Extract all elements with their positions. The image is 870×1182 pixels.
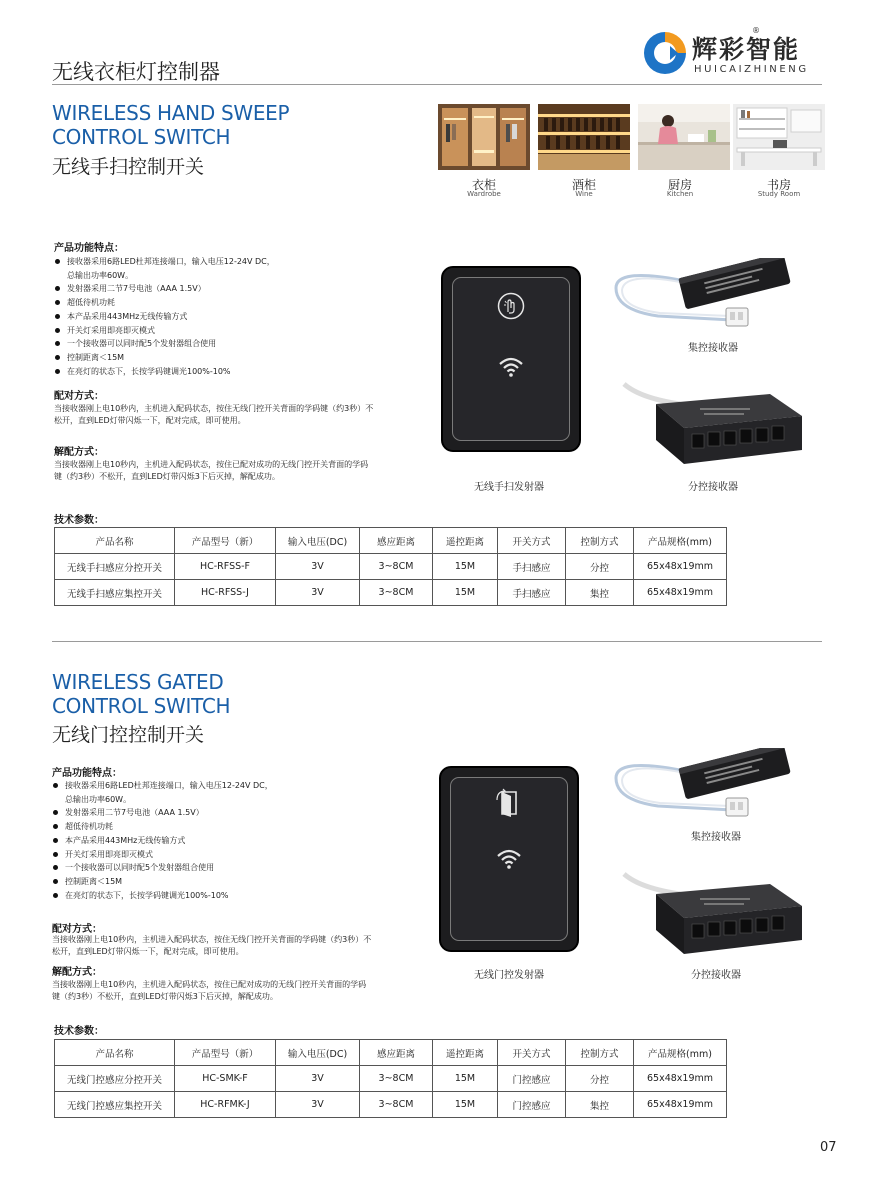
table-cell: 手扫感应 [498,554,566,580]
table-cell: 无线门控感应集控开关 [55,1092,175,1118]
table-header-row [55,1040,727,1066]
table-cell: 门控感应 [498,1066,566,1092]
table-cell: 65x48x19mm [634,554,727,580]
logo-english-name: HUICAIZHINENG [694,64,809,75]
logo-chinese-name: 辉彩智能 [692,35,801,64]
table-header-cell: 输入电压(DC) [276,1040,360,1066]
table-header-cell: 遥控距离 [433,1040,498,1066]
section1-features-heading: 产品功能特点： [54,243,124,254]
list-item: 总输出功率60W。 [65,794,132,804]
table-cell: 65x48x19mm [634,580,727,606]
table-cell: 手扫感应 [498,580,566,606]
table-cell: 门控感应 [498,1092,566,1118]
table-cell: 集控 [566,580,634,606]
application-label-wine-en: Wine [575,190,593,198]
table-cell: 分控 [566,1066,634,1092]
kitchen-photo [638,104,730,170]
section2-central-receiver-caption: 集控接收器 [691,832,741,843]
list-item: 控制距离＜15M [54,351,324,365]
registered-mark: ® [752,26,760,35]
section1-title-en-line1: WIRELESS HAND SWEEP [52,101,290,125]
table-header-cell: 控制方式 [566,1040,634,1066]
list-item: 发射器采用二节7号电池（AAA 1.5V） [52,806,322,820]
table-header-cell: 产品型号（新） [175,528,276,554]
table-cell: 3~8CM [360,1092,433,1118]
table-cell: HC-RFSS-J [175,580,276,606]
list-item: 本产品采用443MHz无线传输方式 [54,310,324,324]
table-cell: 65x48x19mm [634,1092,727,1118]
wifi-signal-icon [497,356,525,378]
section2-features-heading: 产品功能特点： [52,768,122,779]
section1-spec-table [54,527,727,606]
table-cell: 无线手扫感应分控开关 [55,554,175,580]
table-cell: 3~8CM [360,554,433,580]
list-item: 接收器采用6路LED杜邦连接端口，输入电压12-24V DC， [52,779,322,793]
logo-mark-icon [640,28,690,78]
application-label-kitchen-en: Kitchen [666,190,694,198]
list-item: 在亮灯的状态下，长按学码键调光100%-10% [54,365,324,379]
table-header-cell: 产品型号（新） [175,1040,276,1066]
table-header-cell: 产品规格(mm) [634,528,727,554]
application-label-kitchen: 厨房 [667,178,692,192]
table-header-cell: 输入电压(DC) [276,528,360,554]
list-item: 一个接收器可以同时配5个发射器组合使用 [52,861,322,875]
table-cell: 3~8CM [360,580,433,606]
table-cell: 无线门控感应分控开关 [55,1066,175,1092]
section1-split-receiver-caption: 分控接收器 [688,482,738,493]
list-item: 超低待机功耗 [54,296,324,310]
table-header-cell: 遥控距离 [433,528,498,554]
split-receiver-image [620,866,810,960]
section2-features-list [52,779,322,902]
study-room-photo [733,104,825,170]
table-cell: 集控 [566,1092,634,1118]
table-row [55,1066,727,1092]
table-header-cell: 控制方式 [566,528,634,554]
table-header-cell: 感应距离 [360,1040,433,1066]
table-row [55,1092,727,1118]
table-header-cell: 感应距离 [360,528,433,554]
list-item: 开关灯采用即亮即灭模式 [52,848,322,862]
section1-title-cn: 无线手扫控制开关 [52,156,205,178]
section2-title-cn: 无线门控控制开关 [52,724,205,746]
section1-central-receiver-caption: 集控接收器 [688,343,738,354]
list-item: 发射器采用二节7号电池（AAA 1.5V） [54,282,324,296]
wifi-signal-icon [495,848,523,870]
table-row [55,554,727,580]
application-label-study-en: Study Room [757,190,801,198]
list-item: 接收器采用6路LED杜邦连接端口，输入电压12-24V DC， [54,255,324,269]
table-cell: 65x48x19mm [634,1066,727,1092]
section1-unpair-text: 当接收器刚上电10秒内，主机进入配码状态，按住已配对成功的无线门控开关背面的学码键（约3秒）不松开，直到LED灯带闪烁3下后灭掉，解配成功。 [54,460,369,481]
list-item: 控制距离＜15M [52,875,322,889]
table-header-cell: 产品名称 [55,528,175,554]
section2-title-en-line1: WIRELESS GATED [52,670,224,694]
table-cell: 3~8CM [360,1066,433,1092]
section2-unpair-heading: 解配方式： [52,967,102,978]
table-cell: 3V [276,580,360,606]
page-title: 无线衣柜灯控制器 [52,60,220,84]
section1-features-list [54,255,324,378]
door-icon [495,788,523,818]
table-cell: HC-SMK-F [175,1066,276,1092]
split-receiver-image [620,376,810,470]
table-cell: 3V [276,554,360,580]
gated-transmitter-image [439,766,579,952]
section2-pair-heading: 配对方式： [52,924,102,935]
section2-spec-heading: 技术参数： [54,1026,104,1037]
table-cell: 3V [276,1066,360,1092]
section2-pair-text: 当接收器刚上电10秒内，主机进入配码状态，按住无线门控开关背面的学码键（约3秒）不松开，直到LED灯带闪烁一下，配对完成，即可使用。 [52,935,372,956]
table-cell: 15M [433,580,498,606]
page-number: 07 [820,1140,837,1155]
section1-unpair-heading: 解配方式： [54,447,104,458]
application-label-wardrobe: 衣柜 [471,178,496,192]
table-header-cell: 开关方式 [498,1040,566,1066]
section2-split-receiver-caption: 分控接收器 [691,970,741,981]
table-cell: 15M [433,1066,498,1092]
table-header-row [55,528,727,554]
section-divider [52,641,822,642]
brand-logo [640,28,830,80]
wardrobe-photo [438,104,530,170]
table-header-cell: 开关方式 [498,528,566,554]
section1-transmitter-caption: 无线手扫发射器 [474,482,544,493]
table-cell: 15M [433,1092,498,1118]
application-label-wardrobe-en: Wardrobe [467,190,501,198]
list-item: 一个接收器可以同时配5个发射器组合使用 [54,337,324,351]
central-receiver-image [608,258,808,338]
section2-spec-table [54,1039,727,1118]
hand-sweep-icon [497,292,525,320]
table-cell: 无线手扫感应集控开关 [55,580,175,606]
table-cell: 分控 [566,554,634,580]
section1-spec-heading: 技术参数： [54,515,104,526]
section1-pair-heading: 配对方式： [54,391,104,402]
wine-cabinet-photo [538,104,630,170]
list-item: 开关灯采用即亮即灭模式 [54,324,324,338]
application-label-wine: 酒柜 [571,178,596,192]
list-item: 总输出功率60W。 [67,270,134,280]
header-divider [52,84,822,85]
table-header-cell: 产品规格(mm) [634,1040,727,1066]
table-header-cell: 产品名称 [55,1040,175,1066]
section1-title-en-line2: CONTROL SWITCH [52,125,231,149]
table-row [55,580,727,606]
hand-sweep-transmitter-image [441,266,581,452]
section1-pair-text: 当接收器刚上电10秒内，主机进入配码状态，按住无线门控开关背面的学码键（约3秒）不松开，直到LED灯带闪烁一下，配对完成，即可使用。 [54,404,374,425]
table-cell: 3V [276,1092,360,1118]
application-label-study: 书房 [766,178,791,192]
list-item: 超低待机功耗 [52,820,322,834]
section2-title-en-line2: CONTROL SWITCH [52,694,231,718]
table-cell: HC-RFSS-F [175,554,276,580]
central-receiver-image [608,748,808,828]
list-item: 在亮灯的状态下，长按学码键调光100%-10% [52,889,322,903]
list-item: 本产品采用443MHz无线传输方式 [52,834,322,848]
section2-unpair-text: 当接收器刚上电10秒内，主机进入配码状态，按住已配对成功的无线门控开关背面的学码键（约3秒）不松开，直到LED灯带闪烁3下后灭掉，解配成功。 [52,980,367,1001]
section2-transmitter-caption: 无线门控发射器 [474,970,544,981]
table-cell: 15M [433,554,498,580]
table-cell: HC-RFMK-J [175,1092,276,1118]
